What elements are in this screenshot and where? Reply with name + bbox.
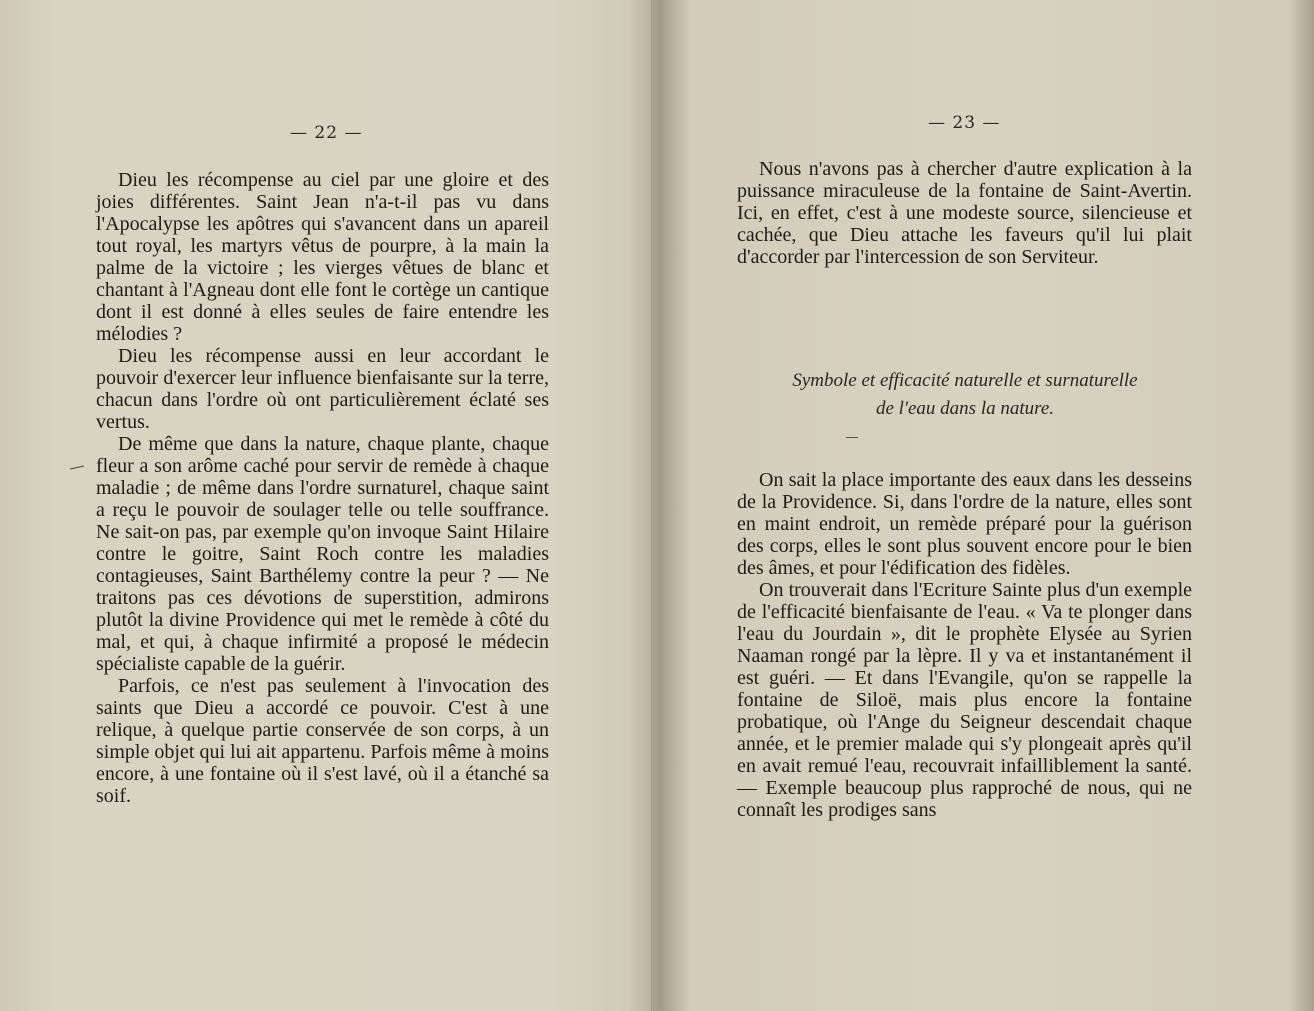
book-gutter	[628, 0, 688, 1011]
left-paragraph-4: Parfois, ce n'est pas seulement à l'invocation des saints que Dieu a accordé ce pouvoir. C'est à une relique, à quelque partie conservée de son corps, à un simple objet qui lui ait appartenu. Parfois même à moins encore, à une fontaine où il s'est lavé, où il a étanché sa soif.	[96, 675, 549, 807]
left-page-body	[96, 169, 549, 807]
left-paragraph-2: Dieu les récompense aussi en leur accordant le pouvoir d'exercer leur influence bienfaisante sur la terre, chacun dans l'ordre où ont particulièrement éclaté ses vertus.	[96, 345, 549, 433]
section-heading	[730, 367, 1200, 423]
right-page-body	[737, 469, 1192, 821]
left-page-number: — 22 —	[290, 123, 363, 143]
right-intro-paragraph: Nous n'avons pas à chercher d'autre explication à la puissance miraculeuse de la fontaine de Saint-Avertin. Ici, en effet, c'est à une modeste source, silencieuse et cachée, que Dieu attache les faveurs qu'il lui plait d'accorder par l'intercession de son Serviteur.	[737, 158, 1192, 268]
margin-pencil-mark	[70, 466, 84, 470]
right-paragraph-1: On sait la place importante des eaux dans les desseins de la Providence. Si, dans l'ordre de la nature, elles sont en maint endroit, un remède préparé pour la guérison des corps, elles le sont plus souvent encore pour le bien des âmes, et pour l'édification des fidèles.	[737, 469, 1192, 579]
left-paragraph-3: De même que dans la nature, chaque plante, chaque fleur a son arôme caché pour servir de remède à chaque maladie ; de même dans l'ordre surnaturel, chaque saint a reçu le pouvoir de soulager telle ou telle souffrance. Ne sait-on pas, par exemple qu'on invoque Saint Hilaire contre le goitre, Saint Roch contre les maladies contagieuses, Saint Barthélemy contre la peur ? — Ne traitons pas ces dévotions de superstition, admirons plutôt la divine Providence qui met le remède à côté du mal, et qui, à chaque infirmité a proposé le médecin spécialiste capable de la guérir.	[96, 433, 549, 675]
section-separator	[846, 437, 858, 438]
left-page	[0, 0, 652, 1011]
section-heading-line-2: de l'eau dans la nature.	[875, 398, 1055, 419]
right-intro-body	[737, 158, 1192, 268]
right-paragraph-2: On trouverait dans l'Ecriture Sainte plus d'un exemple de l'efficacité bienfaisante de l'eau. « Va te plonger dans l'eau du Jourdain », dit le prophète Elysée au Syrien Naaman rongé par la lèpre. Il y va et instantanément il est guéri. — Et dans l'Evangile, qu'on se rappelle la fontaine de Siloë, mais plus encore la fontaine probatique, où l'Ange du Seigneur descendait chaque année, et le premier malade qui s'y plongeait après qu'il en avait remué l'eau, recouvrait infailliblement la santé. — Exemple beaucoup plus rapproché de nous, qui ne connaît les prodiges sans	[737, 579, 1192, 821]
section-heading-line-1: Symbole et efficacité naturelle et surnaturelle	[792, 370, 1138, 391]
left-paragraph-1: Dieu les récompense au ciel par une gloire et des joies différentes. Saint Jean n'a-t-il pas vu dans l'Apocalypse les apôtres qui s'avancent dans un apareil tout royal, les martyrs vêtus de pourpre, à la main la palme de la victoire ; les vierges vêtues de blanc et chantant à l'Agneau dont elle font le cortège un cantique dont il est donné à elles seules de faire entendre les mélodies ?	[96, 169, 549, 345]
right-page-number: — 23 —	[928, 113, 1001, 133]
